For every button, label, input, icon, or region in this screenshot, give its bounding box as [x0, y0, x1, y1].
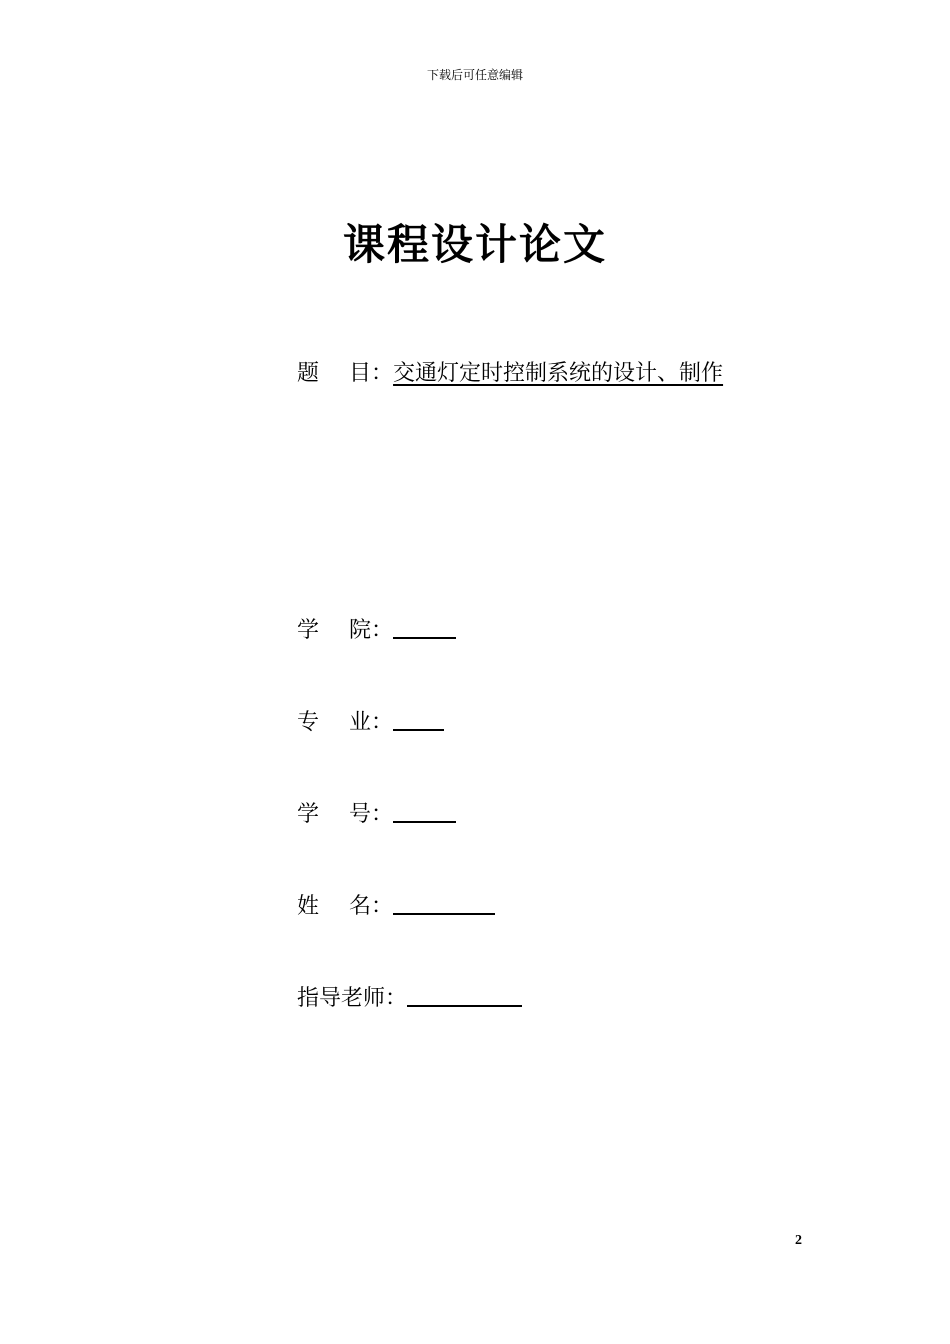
student-id-colon: ：: [371, 802, 394, 827]
major-label-first: 专: [297, 710, 320, 735]
page-number: 2: [795, 1233, 802, 1248]
name-colon: ：: [371, 894, 394, 919]
topic-value: 交通灯定时控制系统的设计、制作: [393, 361, 724, 386]
college-label-first: 学: [297, 618, 320, 643]
student-id-field: [297, 799, 456, 829]
topic-label-second: 目: [349, 361, 372, 386]
advisor-colon: ：: [385, 986, 408, 1011]
major-blank-line[interactable]: [393, 707, 444, 731]
college-colon: ：: [371, 618, 394, 643]
advisor-label: 指导老师: [297, 986, 386, 1011]
topic-colon: ：: [371, 361, 394, 386]
college-label-second: 院: [349, 618, 372, 643]
name-field: [297, 891, 495, 921]
college-field: [297, 615, 456, 645]
major-field: [297, 707, 444, 737]
advisor-field: [297, 983, 522, 1013]
advisor-blank-line[interactable]: [407, 983, 522, 1007]
college-blank-line[interactable]: [393, 615, 456, 639]
student-id-label-first: 学: [297, 802, 320, 827]
student-id-label-second: 号: [349, 802, 372, 827]
topic-label-first: 题: [297, 361, 320, 386]
name-label-first: 姓: [297, 894, 320, 919]
major-label-second: 业: [349, 710, 372, 735]
name-label-second: 名: [349, 894, 372, 919]
document-title: 课程设计论文: [342, 220, 607, 269]
name-blank-line[interactable]: [393, 891, 495, 915]
topic-field: [297, 360, 723, 388]
major-colon: ：: [371, 710, 394, 735]
header-note: 下载后可任意编辑: [426, 68, 523, 82]
student-id-blank-line[interactable]: [393, 799, 456, 823]
